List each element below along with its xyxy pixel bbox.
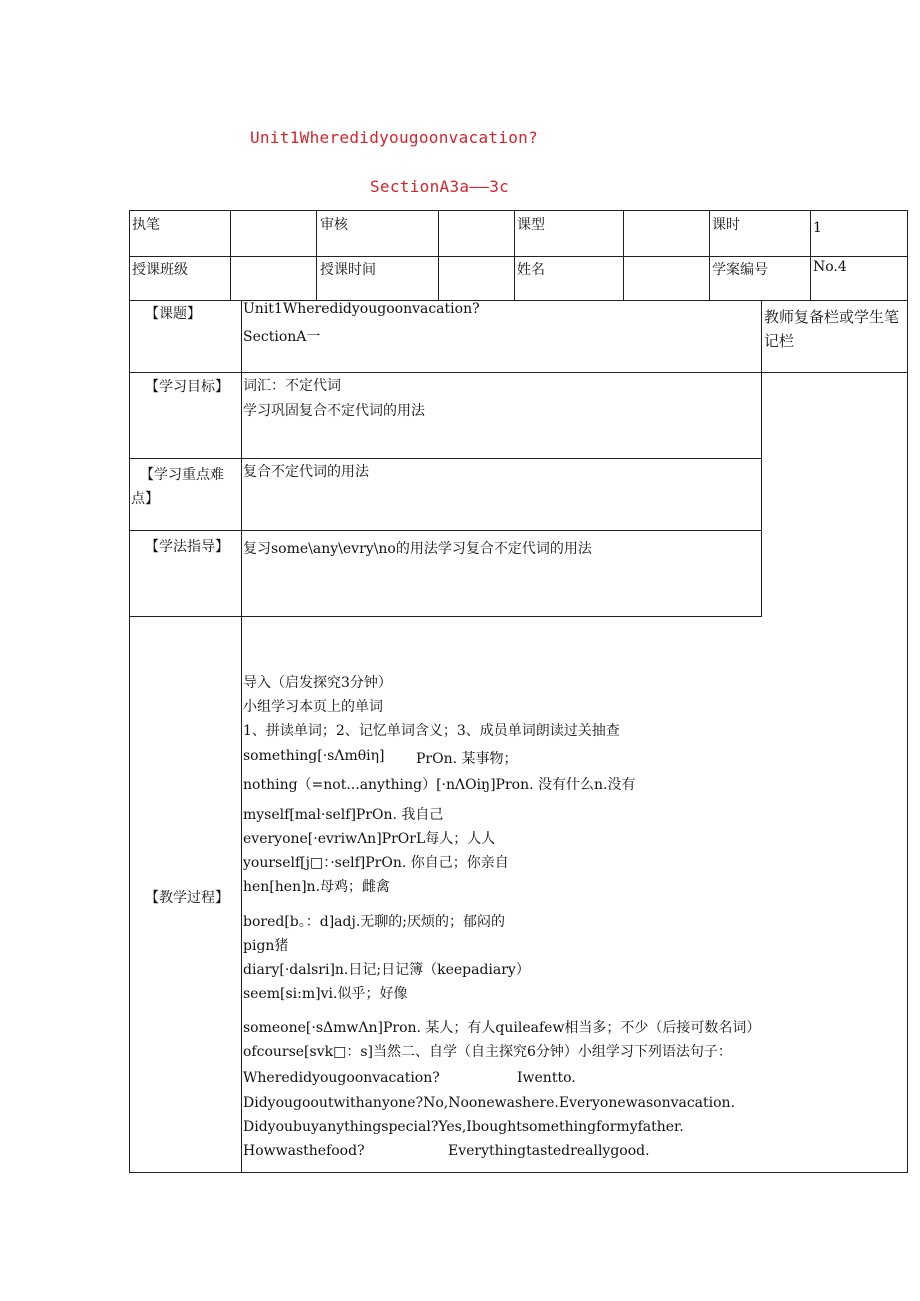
label-goals: 【学习目标】 — [145, 379, 229, 395]
label-shenhe: 审核 — [320, 217, 348, 233]
vocab-line: hen[hen]n.母鸡；雌禽 — [243, 879, 391, 895]
side-note-line2: 记栏 — [764, 332, 795, 350]
vocab-line: pign猪 — [243, 938, 289, 954]
label-keshi: 课时 — [712, 217, 740, 233]
goals-line2: 学习巩固复合不定代词的用法 — [243, 403, 425, 419]
side-note-line1: 教师复备栏或学生笔 — [764, 308, 900, 326]
vocab-line: yourself[j□：·self]PrOn. 你自己；你亲自 — [243, 855, 509, 871]
process-block4 — [243, 1016, 760, 1064]
label-keypoints-2: 点】 — [131, 491, 159, 507]
vocab-something-def: PrOn. 某事物； — [416, 751, 518, 767]
vocab-line: seem[si:m]vi.似乎；好像 — [243, 986, 408, 1002]
vocab-line: someone[·sΔmwΛn]Pron. 某人；有人quileafew相当多；不少（后接可数名词） — [243, 1020, 761, 1036]
label-method: 【学法指导】 — [145, 539, 229, 555]
vocab-something-word: something[·sΛmθiη] — [243, 748, 385, 764]
grammar-answer-2: Everythingtastedreallygood. — [448, 1143, 650, 1159]
label-process: 【教学过程】 — [145, 890, 229, 906]
vocab-line: diary[·dalsri]n.日记;日记簿（keepadiary） — [243, 962, 530, 978]
process-line: 1、拼读单词；2、记忆单词含义；3、成员单词朗读过关抽查 — [243, 723, 620, 739]
grammar-line-buy: Didyoubuyanythingspecial?Yes,Iboughtsomethingformyfather. — [243, 1119, 684, 1135]
label-shijian: 授课时间 — [320, 262, 376, 278]
label-zhibi: 执笔 — [132, 217, 160, 233]
label-topic: 【课题】 — [145, 306, 201, 322]
process-line: 导入（启发探究3分钟） — [243, 675, 392, 691]
process-line: 小组学习本页上的单词 — [243, 699, 383, 715]
document-subtitle: SectionA3a——3c — [370, 177, 510, 196]
grammar-line-go: Didyougooutwithanyone?No,Noonewashere.Everyonewasonvacation. — [243, 1095, 736, 1111]
goals-line1: 词汇：不定代词 — [243, 378, 341, 394]
grammar-answer-1: Iwentto. — [517, 1070, 576, 1086]
vocab-line: ofcourse[svk□：s]当然二、自学（自主探究6分钟）小组学习下列语法句子： — [243, 1044, 732, 1060]
process-block1 — [243, 671, 620, 743]
process-block3 — [243, 910, 530, 1006]
document-title: Unit1Wheredidyougoonvacation? — [250, 128, 539, 147]
grammar-question-2: Howwasthefood? — [243, 1143, 365, 1159]
vocab-nothing: nothing（=not...anything）[·nΛOiŋ]Pron. 没有什么n.没有 — [243, 777, 636, 793]
process-block2 — [243, 803, 509, 899]
value-keshi: 1 — [813, 220, 822, 236]
keypoints-text: 复合不定代词的用法 — [243, 464, 369, 480]
topic-line1: Unit1Wheredidyougoonvacation? — [243, 301, 480, 317]
label-keypoints-1: 【学习重点难 — [140, 467, 224, 483]
value-bianhao: No.4 — [813, 259, 847, 275]
vocab-line: bored[b。：d]adj.无聊的;厌烦的；郁闷的 — [243, 914, 505, 930]
topic-line2: SectionA一 — [243, 329, 321, 345]
label-xingming: 姓名 — [517, 262, 545, 278]
label-bianhao: 学案编号 — [712, 262, 768, 278]
label-kexing: 课型 — [517, 217, 545, 233]
vocab-line: myself[mal·self]PrOn. 我自己 — [243, 807, 444, 823]
vocab-line: everyone[·evriwΛn]PrOrL每人；人人 — [243, 831, 496, 847]
method-text: 复习some\any\evry\no的用法学习复合不定代词的用法 — [243, 541, 592, 557]
grammar-question-1: Wheredidyougoonvacation? — [243, 1070, 440, 1086]
label-banji: 授课班级 — [132, 262, 188, 278]
